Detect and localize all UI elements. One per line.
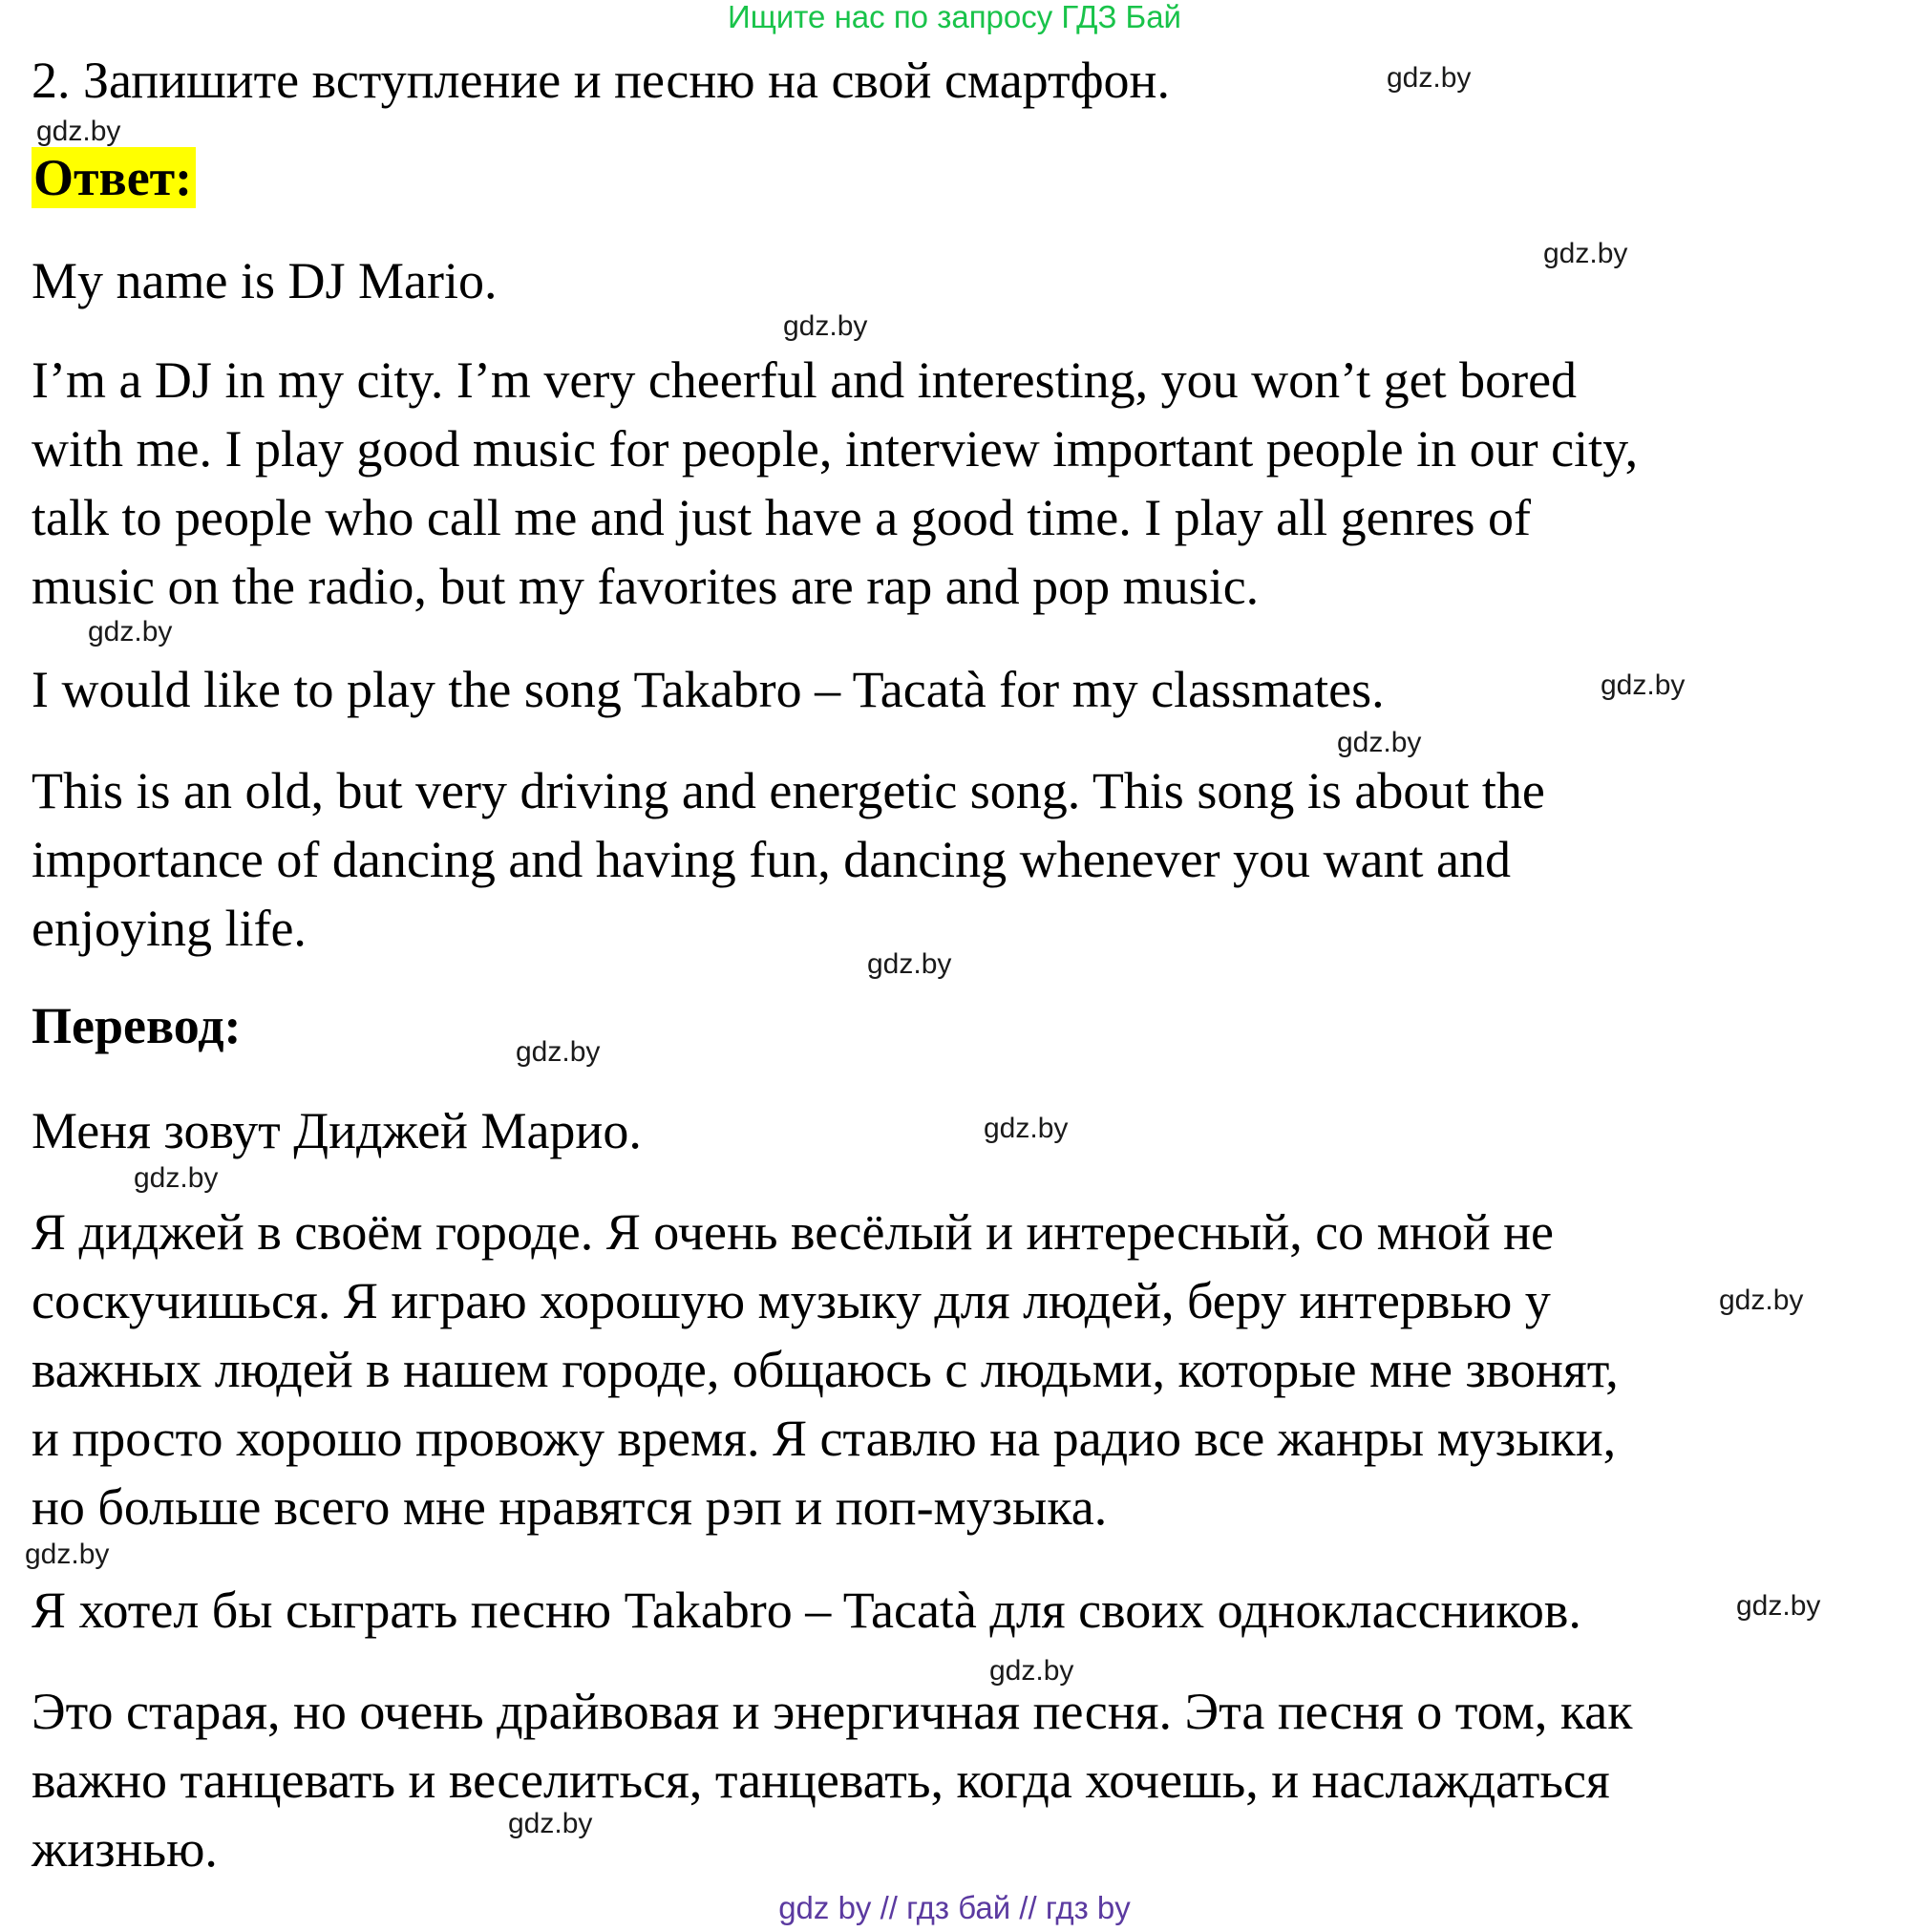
translation-paragraph-4 xyxy=(32,1677,1632,1883)
text-line: This is an old, but very driving and energetic song. This song is about the xyxy=(32,762,1545,819)
text-line: Это старая, но очень драйвовая и энергичная песня. Эта песня о том, как xyxy=(32,1683,1633,1740)
watermark: gdz.by xyxy=(1601,669,1686,701)
watermark: gdz.by xyxy=(88,616,173,648)
watermark: gdz.by xyxy=(1736,1590,1821,1622)
text-line: My name is DJ Mario. xyxy=(32,252,498,309)
watermark: gdz.by xyxy=(516,1036,601,1068)
footer: gdz by // гдз бай // гдз by xyxy=(778,1890,1131,1925)
watermark: gdz.by xyxy=(25,1539,110,1570)
watermark: gdz.by xyxy=(1337,727,1422,758)
text-line: talk to people who call me and just have a good time. I play all genres of xyxy=(32,489,1532,546)
answer-label: Ответ: xyxy=(32,147,196,208)
watermark: gdz.by xyxy=(984,1113,1069,1144)
top-banner: Ищите нас по запросу ГДЗ Бай xyxy=(728,0,1181,34)
watermark: gdz.by xyxy=(867,948,952,980)
text-line: importance of dancing and having fun, dancing whenever you want and xyxy=(32,831,1511,888)
text-line: жизнью. xyxy=(32,1820,218,1878)
answer-paragraph-1 xyxy=(32,246,497,315)
text-line: with me. I play good music for people, interview important people in our city, xyxy=(32,420,1639,478)
watermark: gdz.by xyxy=(36,116,121,147)
watermark: gdz.by xyxy=(783,310,868,342)
watermark: gdz.by xyxy=(508,1808,593,1839)
text-line: и просто хорошо провожу время. Я ставлю на радио все жанры музыки, xyxy=(32,1410,1617,1467)
translation-paragraph-1 xyxy=(32,1096,642,1165)
text-line: Я диджей в своём городе. Я очень весёлый и интересный, со мной не xyxy=(32,1203,1555,1261)
watermark: gdz.by xyxy=(1387,62,1472,94)
translation-paragraph-3 xyxy=(32,1576,1581,1645)
watermark: gdz.by xyxy=(134,1162,219,1194)
watermark: gdz.by xyxy=(1719,1284,1804,1316)
text-line: enjoying life. xyxy=(32,900,307,957)
text-line: Меня зовут Диджей Марио. xyxy=(32,1102,642,1159)
text-line: важных людей в нашем городе, общаюсь с людьми, которые мне звонят, xyxy=(32,1341,1619,1398)
text-line: I would like to play the song Takabro – Tacatà for my classmates. xyxy=(32,661,1385,718)
translation-label: Перевод: xyxy=(32,997,242,1054)
text-line: Я хотел бы сыграть песню Takabro – Tacatà для своих одноклассников. xyxy=(32,1582,1581,1639)
watermark: gdz.by xyxy=(1543,238,1628,269)
answer-paragraph-2 xyxy=(32,346,1638,621)
text-line: music on the radio, but my favorites are rap and pop music. xyxy=(32,558,1260,615)
watermark: gdz.by xyxy=(989,1655,1074,1687)
answer-paragraph-4 xyxy=(32,756,1545,963)
text-line: I’m a DJ in my city. I’m very cheerful and interesting, you won’t get bored xyxy=(32,351,1578,409)
text-line: соскучишься. Я играю хорошую музыку для людей, беру интервью у xyxy=(32,1272,1551,1329)
task-heading: 2. Запишите вступление и песню на свой смартфон. xyxy=(32,52,1170,109)
answer-paragraph-3 xyxy=(32,655,1385,724)
text-line: но больше всего мне нравятся рэп и поп-музыка. xyxy=(32,1478,1108,1536)
translation-paragraph-2 xyxy=(32,1198,1619,1541)
text-line: важно танцевать и веселиться, танцевать, когда хочешь, и наслаждаться xyxy=(32,1752,1610,1809)
